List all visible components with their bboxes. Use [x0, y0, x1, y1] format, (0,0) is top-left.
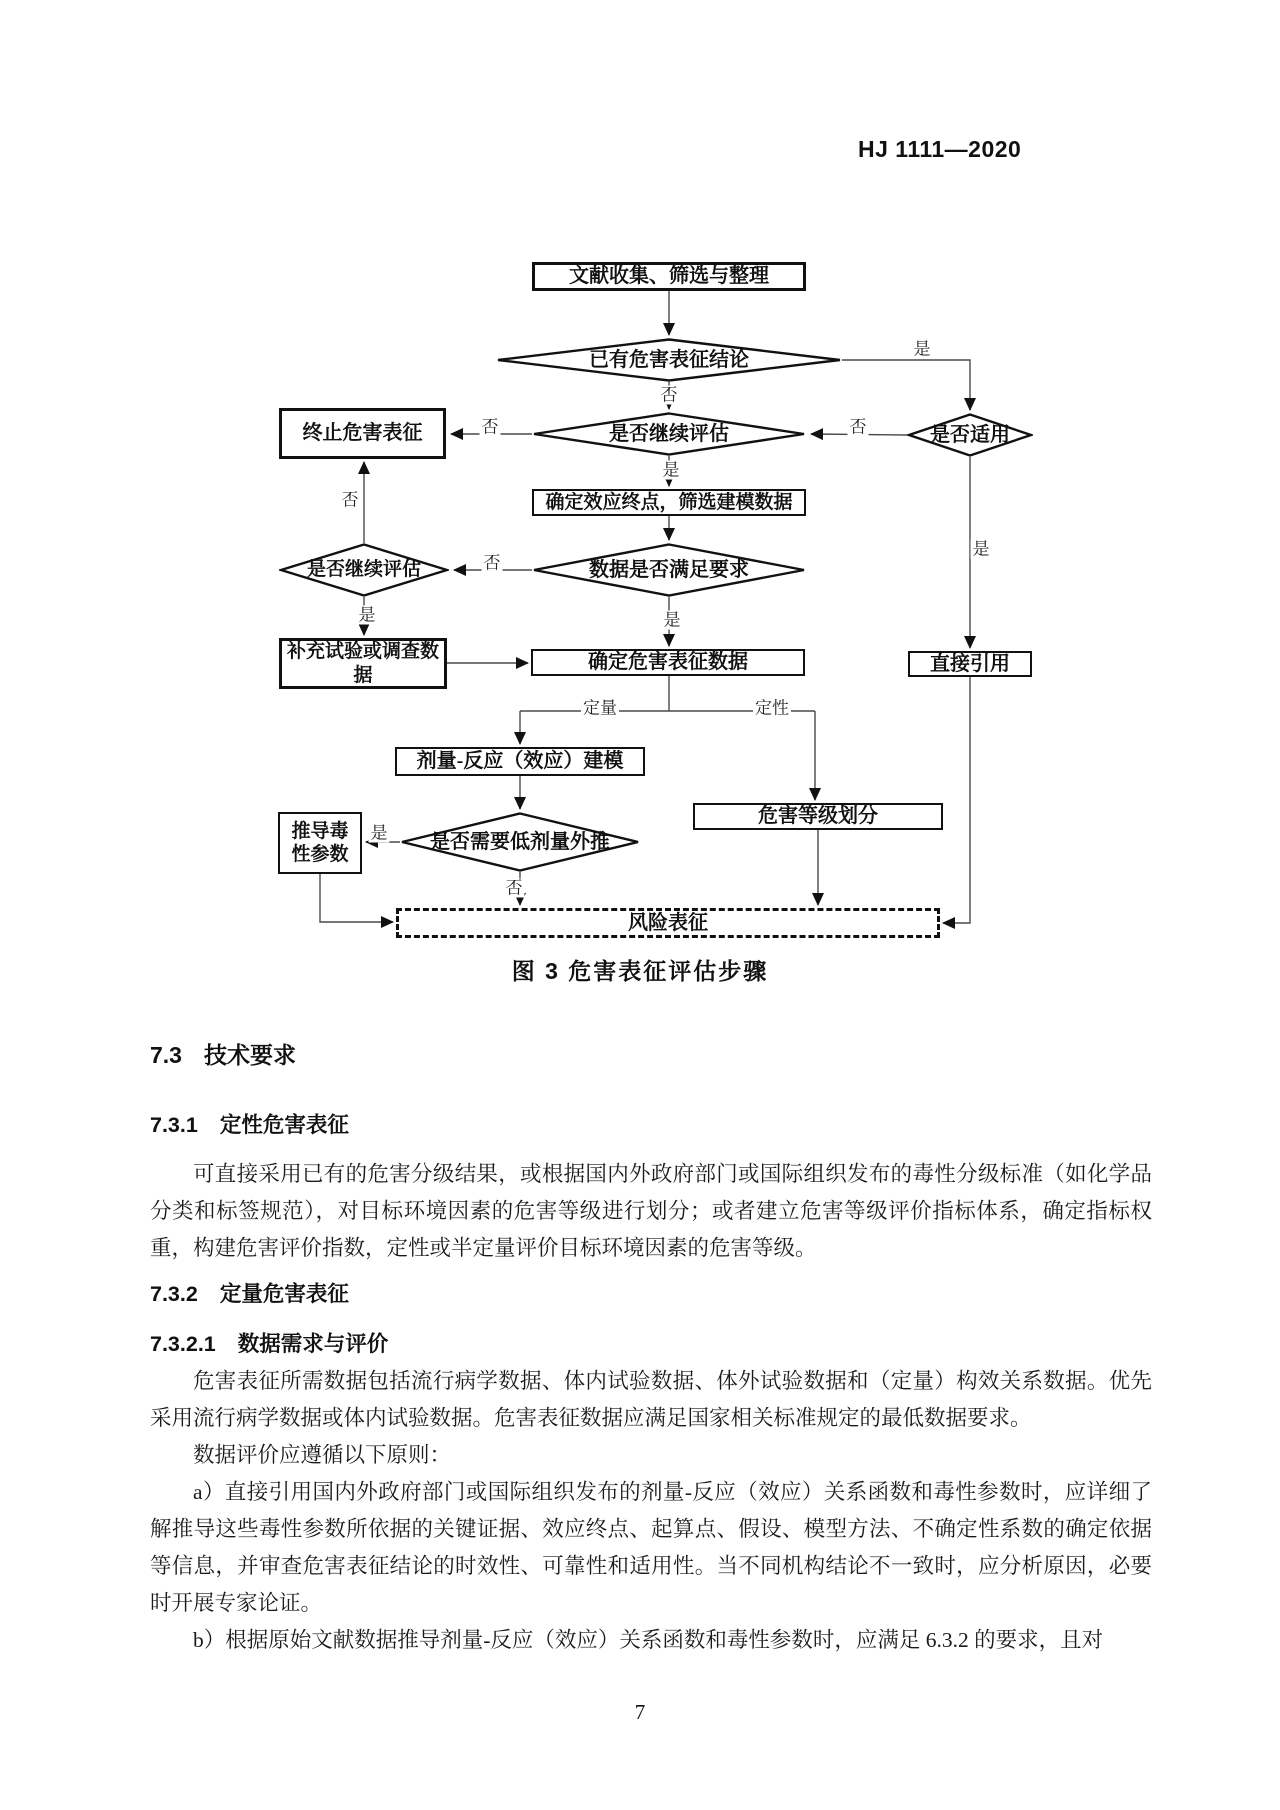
flowchart-node-collect: 文献收集、筛选与整理 [532, 262, 806, 291]
flowchart-node-continue-eval-1: 是否继续评估 [532, 412, 806, 456]
flowchart-node-cite: 直接引用 [908, 651, 1032, 677]
section-heading-7-3-1 [150, 1110, 1152, 1140]
flowchart-node-supplement: 补充试验或调查数据 [279, 638, 447, 689]
standard-number: HJ 1111—2020 [858, 136, 1022, 162]
edge-label-yes: 是 [358, 605, 376, 625]
flowchart-node-terminate: 终止危害表征 [279, 408, 446, 459]
paragraph-data-requirements: 危害表征所需数据包括流行病学数据、体内试验数据、体外试验数据和（定量）构效关系数据。优先采用流行病学数据或体内试验数据。危害表征数据应满足国家相关标准规定的最低数据要求。 [150, 1369, 1152, 1430]
edge-label-yes: 是 [972, 539, 990, 559]
edge-label-yes: 是 [913, 339, 931, 359]
flowchart-node-confirm-data: 确定危害表征数据 [531, 649, 805, 676]
section-heading-7-3-2 [150, 1279, 1152, 1309]
edge-label-no: 否 [341, 490, 359, 510]
flowchart-node-risk: 风险表征 [396, 908, 940, 938]
section-number: 7.3 [150, 1042, 182, 1068]
edge-label-no: 否 [483, 553, 501, 573]
edge-label-no: 否 [505, 878, 523, 898]
flowchart-node-has-conclusion: 已有危害表征结论 [496, 338, 842, 382]
flowchart-node-derive: 推导毒性参数 [278, 812, 362, 874]
section-title: 数据需求与评价 [237, 1332, 389, 1356]
edge-label-qualitative: 定性 [755, 698, 789, 718]
section-heading-7-3 [150, 1040, 1152, 1070]
flowchart-node-continue-eval-2: 是否继续评估 [279, 543, 449, 597]
section-title: 定量危害表征 [219, 1282, 349, 1306]
section-heading-7-3-2-1 [150, 1329, 1152, 1359]
section-number: 7.3.1 [150, 1113, 198, 1137]
edge-label-no: 否 [849, 417, 867, 437]
section-title: 定性危害表征 [219, 1113, 349, 1137]
list-item-a: a）直接引用国内外政府部门或国际组织发布的剂量-反应（效应）关系函数和毒性参数时，应详细了解推导这些毒性参数所依据的关键证据、效应终点、起算点、假设、模型方法、不确定性系数的确定依据等信息，并审查危害表征结论的时效性、可靠性和适用性。当不同机构结论不一致时，应分析原因，必要时开展专家论证。 [150, 1480, 1152, 1615]
edge-label-yes: 是 [662, 460, 680, 480]
figure-caption: 图 3 危害表征评估步骤 [511, 958, 769, 984]
edge-label-yes: 是 [663, 610, 681, 630]
paragraph-7-3-1: 可直接采用已有的危害分级结果，或根据国内外政府部门或国际组织发布的毒性分级标准（如化学品分类和标签规范），对目标环境因素的危害等级进行划分；或者建立危害等级评价指标体系，确定指标权重，构建危害评价指数，定性或半定量评价目标环境因素的危害等级。 [150, 1162, 1152, 1260]
flowchart-node-extrapolate: 是否需要低剂量外推 [400, 812, 640, 872]
edge-label-no: 否 [660, 385, 678, 405]
flowchart-node-modeling: 剂量-反应（效应）建模 [395, 747, 645, 776]
edge-label-yes: 是 [370, 823, 388, 843]
page-number: 7 [634, 1700, 646, 1724]
flowchart-node-endpoint: 确定效应终点，筛选建模数据 [532, 489, 806, 516]
section-title: 技术要求 [203, 1042, 296, 1068]
section-number: 7.3.2.1 [150, 1332, 216, 1356]
section-number: 7.3.2 [150, 1282, 198, 1306]
paragraph-principles-intro: 数据评价应遵循以下原则： [193, 1443, 452, 1467]
edge-label-no: 否 [481, 417, 499, 437]
document-body [150, 1022, 1152, 1659]
flowchart-node-data-satisfy: 数据是否满足要求 [532, 543, 806, 597]
edge-label-quantitative: 定量 [583, 698, 617, 718]
flowchart-node-classify: 危害等级划分 [693, 803, 943, 830]
flowchart-node-applicable: 是否适用 [907, 413, 1033, 457]
list-item-b: b）根据原始文献数据推导剂量-反应（效应）关系函数和毒性参数时，应满足 6.3.2 的要求，且对 [193, 1628, 1104, 1652]
